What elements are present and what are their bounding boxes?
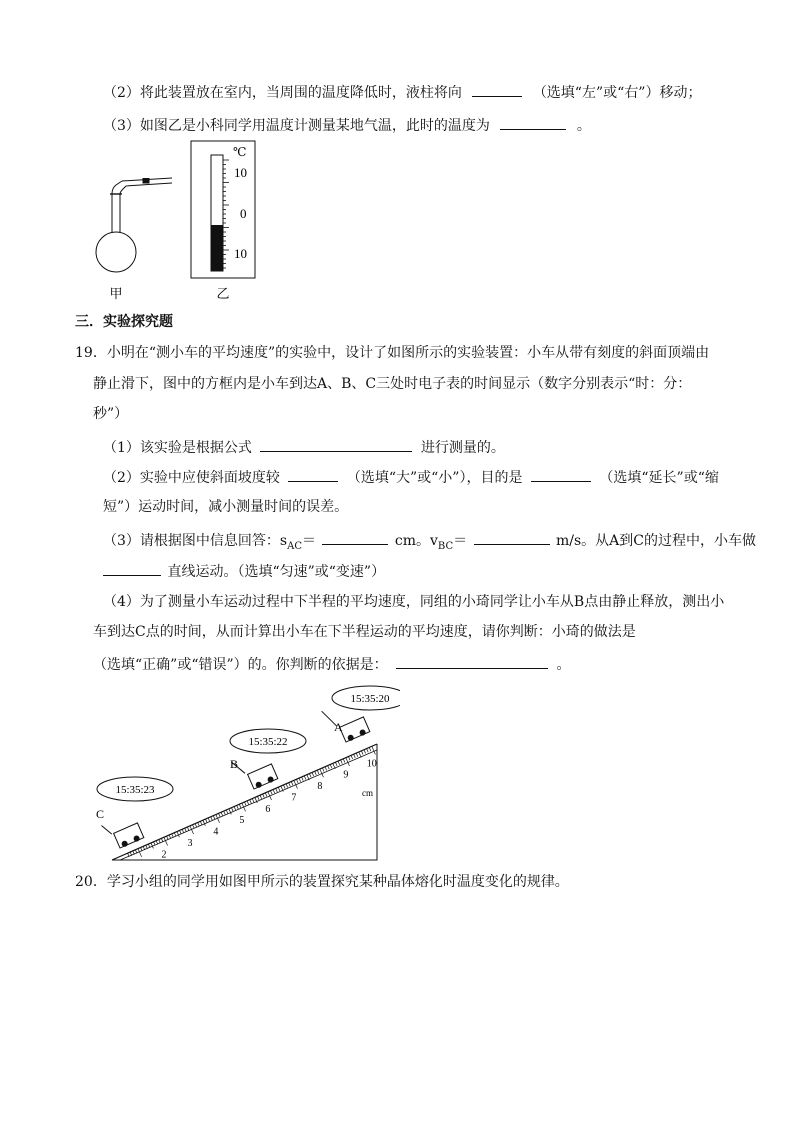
ruler-tick — [187, 827, 189, 831]
q19-stem-line3: 秒”） — [93, 406, 129, 422]
ruler-tick — [296, 779, 298, 783]
ruler-tick — [180, 830, 182, 834]
thermo-tick-label: 10 — [234, 246, 247, 261]
ruler-tick — [265, 793, 267, 797]
ruler-tick — [247, 801, 249, 805]
ruler-tick — [232, 808, 234, 812]
answer-blank[interactable] — [474, 529, 550, 545]
ruler-tick-label: 4 — [213, 826, 219, 838]
ruler-tick — [250, 800, 252, 804]
answer-blank[interactable] — [472, 81, 522, 97]
timer-c-text: 15:35:23 — [115, 784, 155, 796]
incline-figure — [80, 680, 400, 865]
ruler-tick — [348, 757, 350, 761]
ruler-tick-label: 9 — [343, 769, 349, 781]
ruler-tick — [299, 778, 301, 782]
ruler-tick — [203, 820, 205, 825]
label-jia: 甲 — [109, 286, 123, 301]
ruler-tick-label: 8 — [317, 781, 323, 793]
q19-part4-line3: （选填“正确”或“错误”）的。你判断的依据是： 。 — [93, 653, 571, 675]
ruler-tick — [185, 828, 187, 832]
ruler-tick — [208, 818, 210, 822]
ruler-ticks — [128, 746, 376, 857]
answer-blank[interactable] — [322, 529, 388, 545]
ruler-tick — [161, 838, 163, 842]
answer-blank[interactable] — [260, 436, 412, 452]
flask-figure — [96, 178, 172, 272]
ruler-tick — [302, 777, 304, 781]
answer-blank[interactable] — [500, 114, 566, 130]
ruler-tick — [304, 776, 306, 780]
ruler-tick — [364, 750, 366, 754]
ruler-tick-label: 5 — [239, 815, 245, 827]
celsius-unit: ℃ — [233, 145, 247, 159]
ruler-tick — [338, 761, 340, 765]
ruler-tick — [278, 787, 280, 791]
ruler-tick — [343, 759, 345, 763]
ruler-tick — [219, 813, 221, 817]
ruler-tick — [224, 811, 226, 815]
ruler-tick — [198, 822, 200, 826]
q20-stem: 20．学习小组的同学用如图甲所示的装置探究某种晶体熔化时温度变化的规律。 — [75, 874, 569, 890]
ruler-tick-label: 6 — [265, 803, 271, 815]
q19-part2: （2）实验中应使斜面坡度较 （选填“大”或“小”），目的是 （选填“延长”或“缩 — [103, 466, 719, 488]
ruler-tick — [315, 771, 317, 775]
ruler-tick — [351, 755, 353, 759]
q19-part3-cont: 直线运动。（选填“匀速”或“变速”） — [103, 560, 385, 582]
ruler-tick — [193, 825, 195, 829]
ruler-tick — [169, 835, 171, 839]
ruler-tick — [328, 766, 330, 770]
q19-stem-line1: 19．小明在“测小车的平均速度”的实验中，设计了如图所示的实验装置：小车从带有刻度的斜面顶端由 — [75, 345, 710, 361]
ruler-tick — [257, 796, 259, 800]
ruler-tick — [354, 754, 356, 758]
ruler-tick — [226, 810, 228, 814]
answer-blank[interactable] — [531, 466, 591, 482]
ruler-tick — [174, 833, 176, 837]
ruler-tick — [260, 795, 262, 799]
ruler-tick — [289, 783, 291, 787]
ruler-tick — [322, 768, 324, 772]
timer-a-text: 15:35:20 — [350, 693, 390, 705]
ruler-tick — [276, 788, 278, 792]
ruler-tick — [239, 804, 241, 808]
ruler-edge — [120, 750, 377, 860]
ruler-tick — [167, 836, 169, 840]
ruler-tick — [211, 817, 213, 821]
ruler-tick — [252, 799, 254, 803]
ruler-tick — [273, 789, 275, 793]
q19-part4-line2: 车到达C点的时间，从而计算出小车在下半程运动的平均速度，请你判断：小琦的做法是 — [93, 624, 636, 640]
ruler-tick — [237, 805, 239, 809]
q19-stem-line2: 静止滑下，图中的方框内是小车到达A、B、C三处时电子表的时间显示（数字分别表示“时：分： — [93, 376, 692, 392]
ruler-tick — [182, 829, 184, 833]
ruler-tick — [195, 824, 197, 828]
thermometer-scale — [223, 160, 229, 268]
q19-part3: （3）请根据图中信息回答：$s_{AC}=$ cm。$v_{BC}= m/s$。从A到C的过程中，小车做 — [103, 529, 756, 557]
thermo-tick-label: 0 — [240, 206, 247, 221]
ruler-tick-label: 2 — [161, 849, 167, 861]
answer-blank[interactable] — [103, 560, 161, 576]
ruler-tick — [268, 792, 272, 800]
q19-part1: （1）该实验是根据公式 进行测量的。 — [103, 436, 505, 458]
answer-blank[interactable] — [396, 653, 548, 669]
timer-c — [97, 777, 173, 801]
ruler-tick — [309, 774, 311, 778]
ruler-tick — [325, 767, 327, 771]
cart-c — [101, 812, 144, 852]
ruler-tick — [221, 812, 223, 816]
ruler-tick — [283, 785, 285, 789]
ruler-unit: cm — [362, 788, 373, 798]
ruler-tick — [359, 752, 361, 757]
ruler-tick — [213, 816, 215, 820]
label-yi: 乙 — [216, 286, 230, 301]
cart-b — [231, 747, 278, 793]
ruler-tick — [317, 770, 319, 774]
ruler-tick — [372, 746, 376, 754]
answer-blank[interactable] — [288, 466, 338, 482]
ruler-tick — [206, 819, 208, 823]
q18-part3: （3）如图乙是小科同学用温度计测量某地气温，此时的温度为 。 — [103, 114, 591, 136]
timer-a — [332, 686, 400, 710]
ruler-tick — [369, 747, 371, 751]
ruler-tick — [172, 834, 174, 838]
ruler-tick — [335, 762, 337, 766]
thermo-tick-label: 10 — [234, 165, 247, 180]
timer-b — [230, 729, 306, 753]
ruler-tick-label: 10 — [366, 758, 377, 770]
ruler-tick — [341, 760, 343, 764]
point-label-b: B — [230, 757, 239, 771]
ruler-tick — [245, 802, 247, 806]
ruler-tick — [291, 782, 293, 786]
ruler-tick — [270, 791, 272, 795]
ruler-tick-label: 7 — [291, 792, 297, 804]
timer-b-text: 15:35:22 — [248, 736, 288, 748]
q19-part2-cont: 短”）运动时间，减小测量时间的误差。 — [103, 499, 349, 515]
ruler-tick — [286, 784, 288, 788]
ruler-tick — [356, 753, 358, 757]
point-label-c: C — [96, 807, 105, 821]
q19-part4-line1: （4）为了测量小车运动过程中下半程的平均速度，同组的小琦同学让小车从B点由静止释放，测出小 — [103, 594, 725, 610]
ruler-tick — [330, 764, 332, 768]
q18-figure — [88, 138, 268, 308]
ruler-tick — [234, 807, 236, 811]
ruler-tick — [367, 749, 369, 753]
ruler-tick — [263, 794, 265, 798]
ruler-tick-label: 3 — [187, 837, 193, 849]
point-label-a: A — [334, 720, 343, 734]
ruler-tick — [312, 772, 314, 776]
ruler-tick — [138, 849, 142, 857]
section-title: 三．实验探究题 — [75, 314, 173, 330]
ruler-tick — [361, 751, 363, 755]
q18-part2: （2）将此装置放在室内，当周围的温度降低时，液柱将向 （选填“左”或“右”）移动； — [103, 81, 701, 103]
ruler-tick — [200, 821, 202, 825]
